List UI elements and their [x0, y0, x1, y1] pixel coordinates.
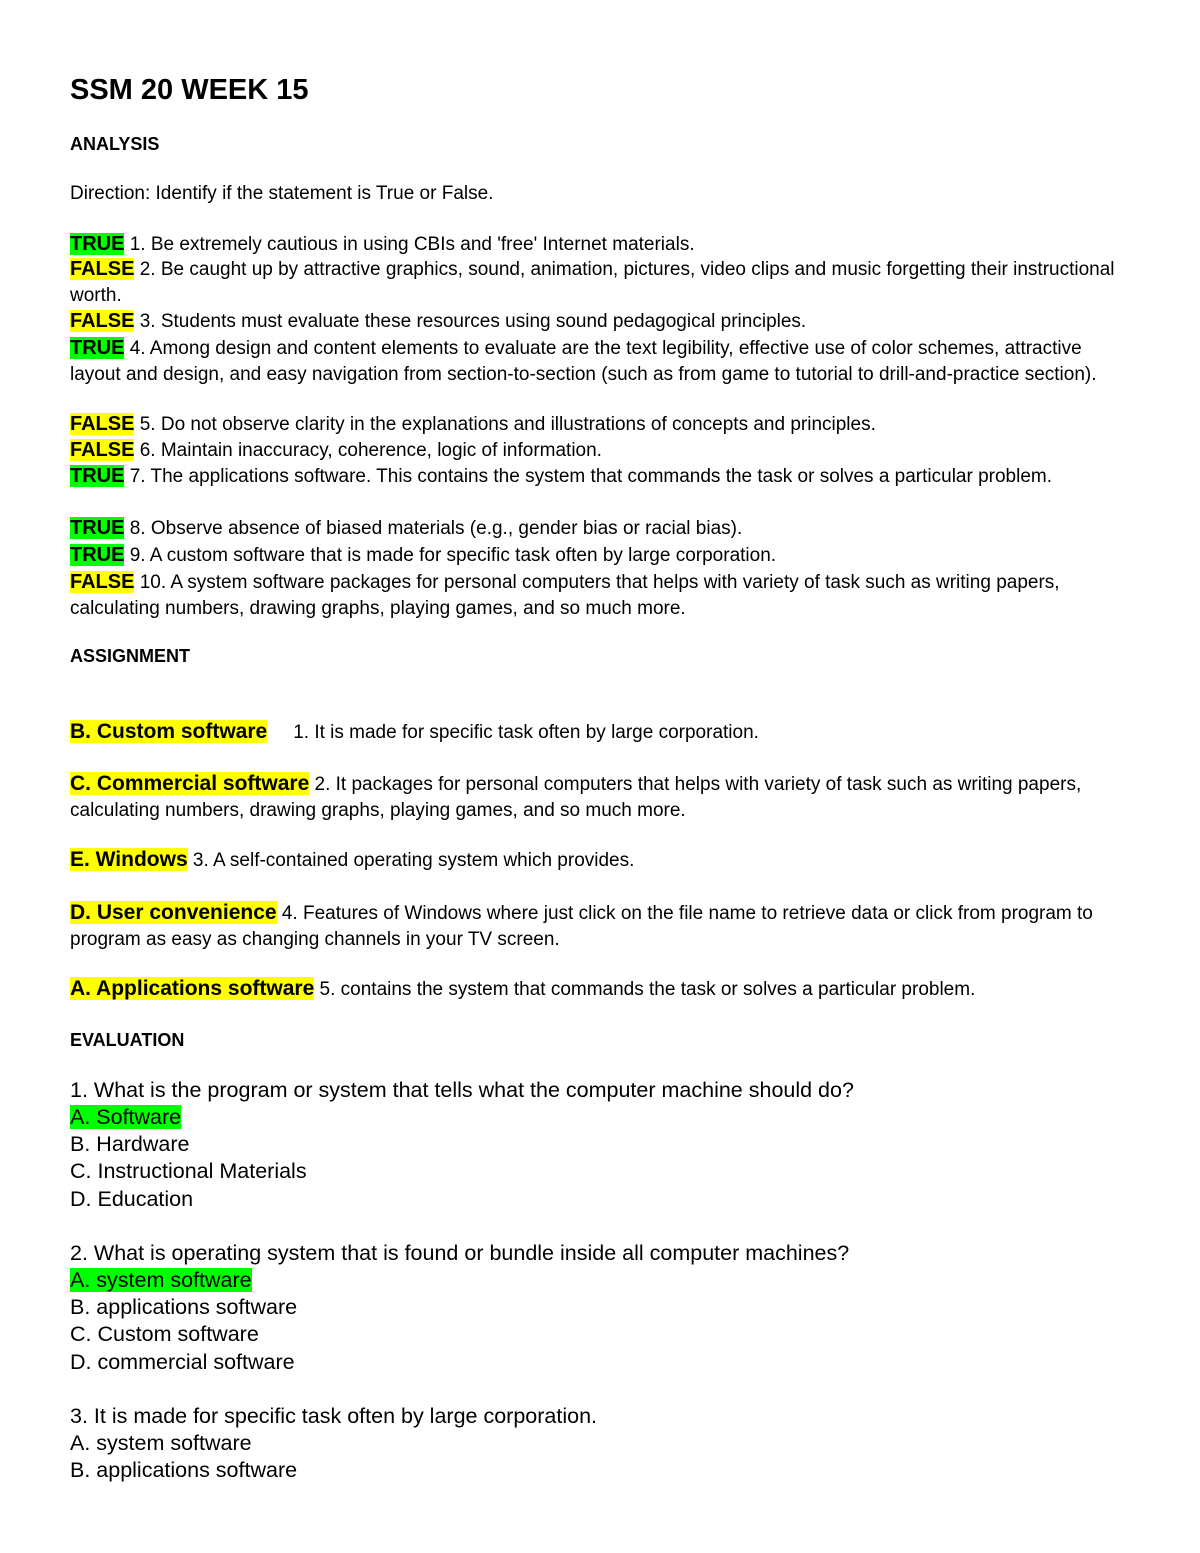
analysis-item	[70, 437, 1130, 464]
question-text: 3. It is made for specific task often by large corporation.	[70, 1404, 598, 1428]
analysis-item	[70, 411, 1130, 438]
assignment-answer: D. User convenience	[70, 901, 277, 924]
question-text: 2. What is operating system that is found or bundle inside all computer machines?	[70, 1241, 850, 1265]
analysis-item	[70, 542, 1130, 569]
document-title: SSM 20 WEEK 15	[70, 74, 309, 106]
question-text: 1. What is the program or system that tells what the computer machine should do?	[70, 1078, 854, 1102]
statement: 8. Observe absence of biased materials (e.g., gender bias or racial bias).	[124, 518, 743, 539]
analysis-item	[70, 256, 1130, 309]
statement: 9. A custom software that is made for specific task often by large corporation.	[124, 545, 777, 566]
assignment-item	[70, 847, 1130, 874]
answer-false: FALSE	[70, 439, 135, 461]
answer-false: FALSE	[70, 258, 135, 280]
assignment-statement: 3. A self-contained operating system which provides.	[187, 850, 635, 871]
assignment-item	[70, 976, 1130, 1003]
assignment-statement: 5. contains the system that commands the task or solves a particular problem.	[314, 979, 976, 1000]
assignment-statement: 4. Features of Windows where just click on the file name to retrieve data or click from program to program as easy as changing channels in your TV screen.	[70, 903, 1093, 950]
answer-option: B. Hardware	[70, 1132, 190, 1156]
answer-true: TRUE	[70, 233, 125, 255]
assignment-item	[70, 900, 1130, 953]
answer-true: TRUE	[70, 517, 125, 539]
answer-option: B. applications software	[70, 1295, 298, 1319]
answer-false: FALSE	[70, 571, 135, 593]
answer-option: D. Education	[70, 1187, 194, 1211]
statement: 7. The applications software. This contains the system that commands the task or solves a particular problem.	[124, 466, 1053, 487]
assignment-statement: 2. It packages for personal computers that helps with variety of task such as writing papers, calculating numbers, drawing graphs, playing games, and so much more.	[70, 774, 1082, 821]
assignment-answer: E. Windows	[70, 848, 188, 871]
analysis-heading: ANALYSIS	[70, 134, 160, 154]
assignment-answer: C. Commercial software	[70, 772, 310, 795]
statement: 3. Students must evaluate these resources using sound pedagogical principles.	[134, 311, 807, 332]
assignment-item	[70, 771, 1130, 824]
answer-false: FALSE	[70, 413, 135, 435]
answer-option: A. system software	[70, 1431, 252, 1455]
answer-option: C. Custom software	[70, 1322, 259, 1346]
answer-option	[70, 1267, 252, 1294]
correct-option: A. system software	[70, 1268, 252, 1292]
answer-option: C. Instructional Materials	[70, 1159, 307, 1183]
answer-false: FALSE	[70, 310, 135, 332]
statement: 10. A system software packages for personal computers that helps with variety of task such as writing papers, calculating numbers, drawing graphs, playing games, and so much more.	[70, 572, 1060, 619]
assignment-statement: 1. It is made for specific task often by large corporation.	[293, 722, 759, 743]
answer-true: TRUE	[70, 544, 125, 566]
answer-option: B. applications software	[70, 1458, 298, 1482]
answer-true: TRUE	[70, 337, 125, 359]
analysis-item	[70, 515, 1130, 542]
analysis-item	[70, 231, 1130, 258]
analysis-item	[70, 569, 1130, 622]
statement: 1. Be extremely cautious in using CBIs and 'free' Internet materials.	[124, 234, 695, 255]
answer-true: TRUE	[70, 465, 125, 487]
statement: 5. Do not observe clarity in the explanations and illustrations of concepts and principles.	[134, 414, 876, 435]
statement: 6. Maintain inaccuracy, coherence, logic of information.	[134, 440, 602, 461]
evaluation-heading: EVALUATION	[70, 1030, 185, 1050]
statement: 2. Be caught up by attractive graphics, sound, animation, pictures, video clips and music forgetting their instructional worth.	[70, 259, 1115, 306]
analysis-item	[70, 463, 1130, 490]
answer-option: D. commercial software	[70, 1350, 295, 1374]
analysis-item	[70, 335, 1130, 388]
assignment-heading: ASSIGNMENT	[70, 646, 191, 666]
assignment-item	[70, 719, 1130, 746]
correct-option: A. Software	[70, 1105, 182, 1129]
statement: 4. Among design and content elements to evaluate are the text legibility, effective use of color schemes, attractive layout and design, and easy navigation from section-to-section (such as from game to tutorial to drill-and-practice section).	[70, 338, 1097, 385]
answer-option	[70, 1104, 181, 1131]
assignment-answer: B. Custom software	[70, 720, 268, 743]
analysis-direction: Direction: Identify if the statement is True or False.	[70, 183, 494, 204]
document-page	[70, 72, 1130, 108]
analysis-item	[70, 308, 1130, 335]
assignment-answer: A. Applications software	[70, 977, 315, 1000]
